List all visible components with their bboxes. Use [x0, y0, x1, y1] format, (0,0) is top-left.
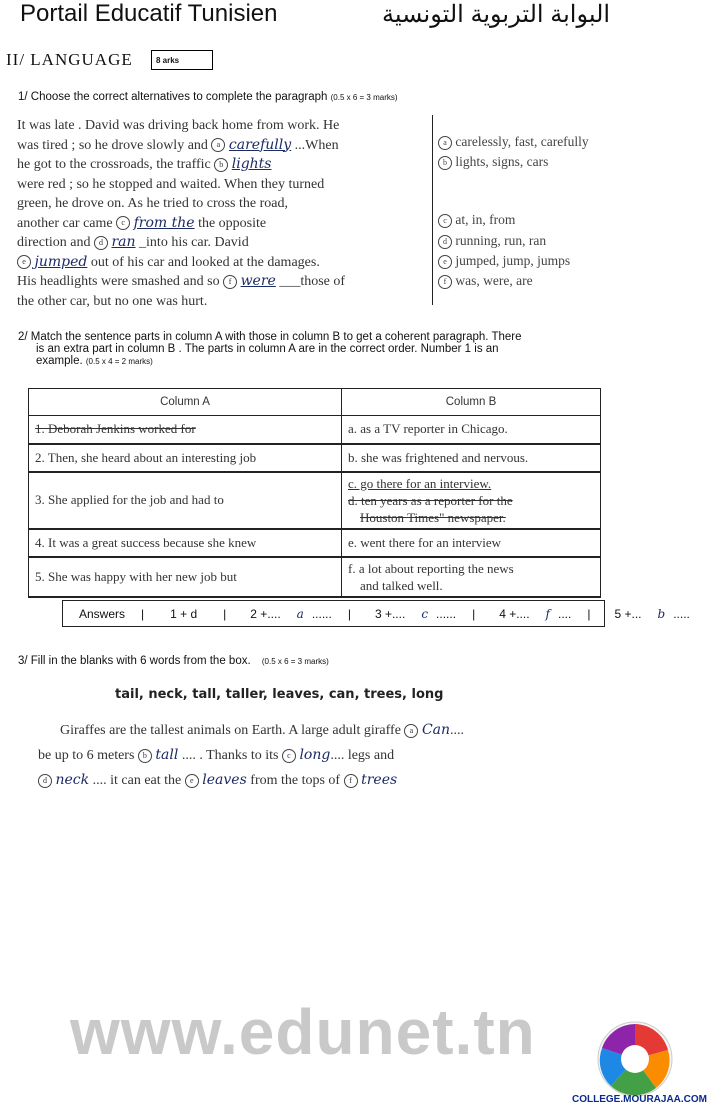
header-title-fr: Portail Educatif Tunisien — [20, 0, 278, 27]
para-line: It was late . David was driving back home from work. He — [17, 118, 340, 133]
column-divider — [432, 115, 433, 305]
cell-b: a. as a TV reporter in Chicago. — [342, 416, 601, 444]
blank-marker-a: a — [211, 138, 225, 152]
answers-box: Answers | 1 + d | 2 +.... a ...... | 3 +.... c ...... | 4 +.... f .... | 5 +... b ..... — [62, 600, 605, 627]
table-row — [29, 557, 601, 597]
blank-marker-f: f — [223, 275, 237, 289]
q1-title-text: 1/ Choose the correct alternatives to complete the paragraph — [18, 91, 328, 103]
matching-table — [28, 388, 601, 598]
q3-title-text: 3/ Fill in the blanks with 6 words from the box. — [18, 655, 251, 667]
para-line: he got to the crossroads, the traffic b lights — [17, 156, 272, 172]
cell-a: 2. Then, she heard about an interesting job — [29, 444, 342, 472]
blank-marker-b: b — [214, 158, 228, 172]
answer-b: lights — [231, 156, 272, 172]
cell-b: f. a lot about reporting the news — [348, 560, 514, 576]
para-frag: ___those of — [279, 274, 346, 289]
option-b: b lights, signs, cars — [438, 154, 548, 170]
blank-marker-d: d — [94, 236, 108, 250]
option-c: c at, in, from — [438, 212, 515, 228]
college-logo-icon — [596, 1020, 674, 1098]
para-line: the other car, but no one was hurt. — [17, 293, 208, 309]
fill-answer-b: tall — [155, 747, 179, 763]
table-row — [29, 529, 601, 557]
fill-line: d neck .... it can eat the e leaves from the tops of f trees — [38, 768, 598, 793]
marks-box: 8 arks — [151, 50, 213, 70]
para-line: His headlights were smashed and so f were ___those of — [17, 273, 346, 289]
blank-marker-c: c — [116, 216, 130, 230]
q2-title-line: example. — [36, 355, 83, 367]
option-e: e jumped, jump, jumps — [438, 253, 570, 269]
q2-title-line: 2/ Match the sentence parts in column A with those in column B to get a coherent paragraph. There — [18, 331, 522, 343]
cell-b: e. went there for an interview — [342, 529, 601, 557]
watermark: www.edunet.tn — [70, 996, 536, 1068]
word-box: tail, neck, tall, taller, leaves, can, trees, long — [115, 687, 444, 702]
q1-title — [18, 91, 398, 103]
answer-3: 3 +.... c ...... — [374, 606, 457, 621]
q2-title — [18, 331, 628, 367]
answer-1: 1 + d — [170, 606, 198, 621]
cell-b: d. ten years as a reporter for the — [348, 492, 513, 508]
answer-4: 4 +.... f .... — [499, 606, 572, 621]
option-d: d running, run, ran — [438, 233, 546, 249]
table-row — [29, 472, 601, 529]
cell-b: and talked well. — [360, 577, 443, 593]
para-frag: _into his car. David — [139, 235, 249, 250]
fill-answer-d: neck — [55, 772, 90, 788]
answer-c: from the — [133, 214, 195, 231]
para-line: green, he drove on. As he tried to cross the road, — [17, 196, 288, 211]
q2-title-line: is an extra part in column B . The parts in column A are in the correct order. Number 1 is an — [36, 343, 499, 355]
fill-answer-e: leaves — [202, 772, 247, 788]
cell-b: c. go there for an interview. — [348, 475, 492, 491]
para-line: were red ; so he stopped and waited. When they turned — [17, 176, 325, 192]
q2-marks: (0.5 x 4 = 2 marks) — [85, 357, 153, 366]
answer-5: 5 +... b ..... — [614, 606, 690, 621]
q3-marks: (0.5 x 6 = 3 marks) — [261, 657, 329, 666]
answer-f: were — [240, 273, 276, 289]
answer-a: carefully — [228, 136, 292, 153]
para-line: direction and d ran _into his car. David — [17, 234, 249, 250]
cell-a: 5. She was happy with her new job but — [29, 557, 342, 597]
cell-b: Houston Times" newspaper. — [360, 509, 506, 525]
option-a: a carelessly, fast, carefully — [438, 134, 589, 150]
fill-answer-a: Can — [421, 722, 451, 738]
header-title-ar: البوابة التربوية التونسية — [382, 1, 611, 28]
fill-line: be up to 6 meters b tall .... . Thanks to its c long.... legs and — [38, 747, 395, 763]
cell-a: 4. It was a great success because she knew — [29, 529, 342, 557]
para-frag: ...When — [294, 137, 339, 153]
site-caption: COLLEGE.MOURAJAA.COM — [572, 1094, 707, 1105]
para-line: e jumped out of his car and looked at the damages. — [17, 253, 432, 273]
option-f: f was, were, are — [438, 273, 533, 289]
answer-d: ran — [111, 234, 136, 250]
q3-text — [38, 718, 598, 793]
q3-title — [18, 655, 329, 667]
section-title: II/ LANGUAGE — [6, 50, 133, 69]
answers-label: Answers — [79, 606, 126, 621]
para-line: was tired ; so he drove slowly and a carefully ...When — [17, 136, 339, 153]
answer-e: jumped — [34, 253, 88, 270]
answer-2: 2 +.... a ...... — [250, 606, 332, 621]
blank-marker-e: e — [17, 255, 31, 269]
fill-answer-c: long — [299, 747, 331, 763]
cell-a: 3. She applied for the job and had to — [29, 472, 342, 529]
column-b-header: Column B — [342, 389, 601, 416]
table-row — [29, 444, 601, 472]
cell-b: b. she was frightened and nervous. — [342, 444, 601, 472]
q1-marks: (0.5 x 6 = 3 marks) — [330, 93, 398, 102]
cell-a: 1. Deborah Jenkins worked for — [35, 421, 196, 437]
q1-paragraph — [17, 116, 432, 311]
para-frag: the opposite — [198, 215, 267, 231]
fill-answer-f: trees — [361, 772, 398, 788]
fill-line: Giraffes are the tallest animals on Earth. A large adult giraffe a Can.... — [60, 722, 465, 738]
para-line: another car came c from the the opposite — [17, 214, 267, 231]
column-a-header: Column A — [29, 389, 342, 416]
table-row — [29, 416, 601, 444]
